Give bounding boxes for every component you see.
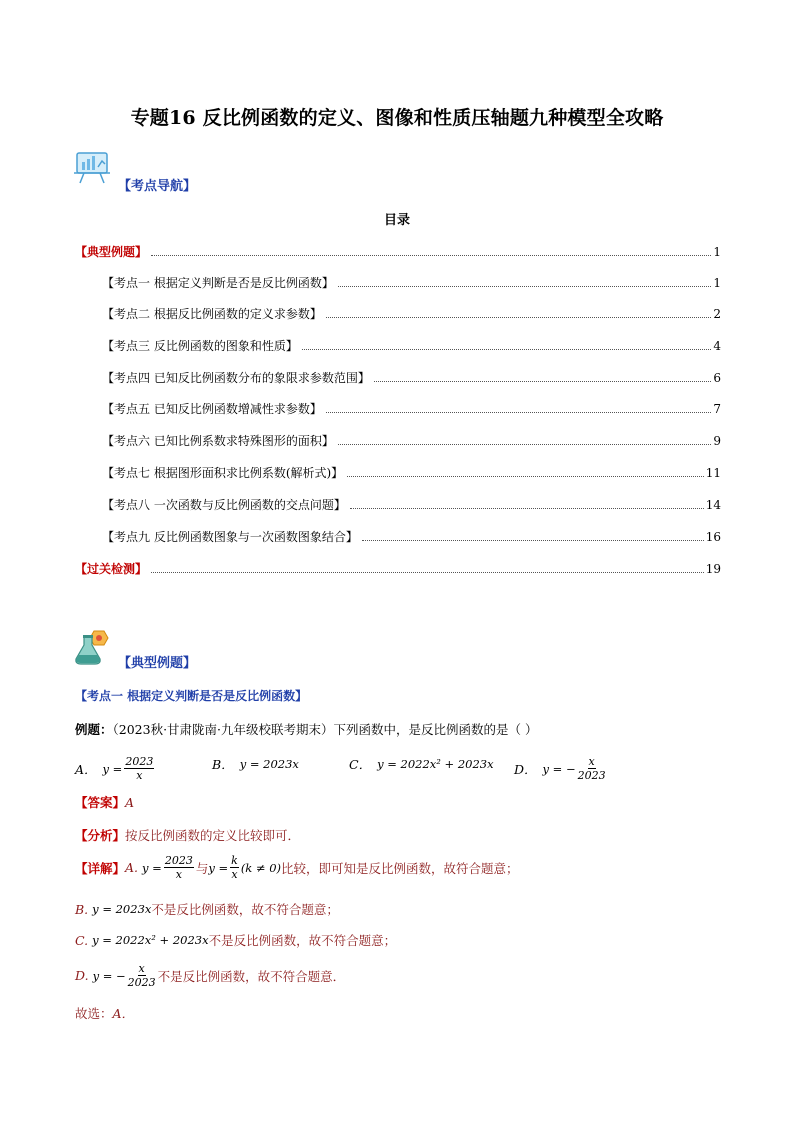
toc-row[interactable] xyxy=(75,243,721,261)
choose-text: 故选： xyxy=(75,1006,113,1021)
detail-d-lhs: y = − xyxy=(92,968,126,983)
detail-d-prefix: D. xyxy=(75,968,89,983)
option-d xyxy=(514,755,608,782)
toc-label: 【考点二 根据反比例函数的定义求参数】 xyxy=(102,307,322,321)
option-a-label: A． xyxy=(75,761,97,777)
option-a-lhs: y = xyxy=(102,761,123,776)
detail-c-rest: 不是反比例函数，故不符合题意； xyxy=(208,933,397,948)
flask-icon xyxy=(70,627,116,667)
detail-c-prefix: C. xyxy=(75,932,89,948)
detail-b-rest: 不是反比例函数，故不符合题意； xyxy=(151,902,339,917)
toc-label: 【考点九 反比例函数图象与一次函数图象结合】 xyxy=(102,530,358,544)
toc-page-number: 19 xyxy=(705,562,721,576)
toc-label: 【典型例题】 xyxy=(75,245,148,259)
presentation-board-icon xyxy=(74,147,114,187)
detail-line-b xyxy=(75,900,339,918)
toc-page-number: 6 xyxy=(713,371,721,385)
detail-a-rest: 比较，即可知是反比例函数，故符合题意； xyxy=(281,860,519,876)
toc-page-number: 14 xyxy=(705,498,721,512)
detail-d-denominator: 2023 xyxy=(127,976,156,989)
analysis-line xyxy=(75,826,300,844)
toc-leader-dots xyxy=(151,254,711,256)
toc-leader-dots xyxy=(302,348,712,350)
option-c xyxy=(349,755,494,773)
option-d-label: D． xyxy=(514,761,537,777)
detail-a-k-denominator: x xyxy=(231,868,238,881)
toc-row[interactable] xyxy=(102,496,721,514)
option-d-lhs: y = − xyxy=(542,761,576,776)
kaodian-title: 【考点一 根据定义判断是否是反比例函数】 xyxy=(75,689,308,703)
document-title: 专题16 反比例函数的定义、图像和性质压轴题九种模型全攻略 xyxy=(130,107,664,129)
detail-a-lhs: y = xyxy=(142,860,162,875)
toc-row[interactable] xyxy=(102,337,721,355)
toc-label: 【考点三 反比例函数的图象和性质】 xyxy=(102,339,298,353)
option-d-numerator: x xyxy=(588,755,595,768)
toc-leader-dots xyxy=(338,285,712,287)
option-b-label: B． xyxy=(212,757,234,772)
toc-label: 【考点五 已知反比例函数增减性求参数】 xyxy=(102,402,322,416)
toc-row[interactable] xyxy=(102,400,721,418)
option-a-numerator: 2023 xyxy=(125,755,154,768)
detail-a-prefix: A. xyxy=(125,860,139,875)
option-c-expr: y = 2022x² + 2023x xyxy=(377,757,494,771)
toc-leader-dots xyxy=(362,539,704,541)
detail-d-numerator: x xyxy=(138,962,145,975)
toc-leader-dots xyxy=(151,571,704,573)
toc-leader-dots xyxy=(350,507,704,509)
toc-page-number: 2 xyxy=(713,307,721,321)
choose-line xyxy=(75,1004,134,1022)
toc-page-number: 1 xyxy=(713,276,721,290)
analysis-text: 按反比例函数的定义比较即可． xyxy=(125,828,301,843)
detail-a-condition: (k ≠ 0) xyxy=(240,860,282,875)
answer-tag: 【答案】 xyxy=(75,795,126,810)
option-a xyxy=(75,755,156,782)
option-d-denominator: 2023 xyxy=(577,769,606,782)
section-heading: 【典型例题】 xyxy=(118,656,197,671)
nav-heading: 【考点导航】 xyxy=(118,179,197,194)
detail-tag: 【详解】 xyxy=(75,860,126,876)
question-text: （2023秋·甘肃陇南·九年级校联考期末）下列函数中，是反比例函数的是（ ） xyxy=(112,722,538,737)
toc-leader-dots xyxy=(326,411,712,413)
detail-a-k-numerator: k xyxy=(231,854,238,867)
toc-row[interactable] xyxy=(102,464,721,482)
answer-line xyxy=(75,793,134,811)
option-b xyxy=(212,755,299,773)
detail-b-prefix: B. xyxy=(75,901,89,917)
detail-line-c xyxy=(75,931,396,949)
choose-value: A． xyxy=(112,1006,135,1021)
toc-page-number: 11 xyxy=(705,466,721,480)
detail-line-a xyxy=(75,854,519,881)
question xyxy=(75,720,538,738)
toc-leader-dots xyxy=(338,443,712,445)
toc-leader-dots xyxy=(347,475,704,477)
detail-a-denominator: x xyxy=(175,868,182,881)
toc-row[interactable] xyxy=(102,305,721,323)
toc-page-number: 7 xyxy=(713,402,721,416)
toc-heading: 目录 xyxy=(383,213,410,228)
toc-label: 【过关检测】 xyxy=(75,562,148,576)
toc-row[interactable] xyxy=(102,528,721,546)
option-b-expr: y = 2023x xyxy=(239,757,299,771)
question-prefix: 例题： xyxy=(75,722,113,737)
toc-page-number: 4 xyxy=(713,339,721,353)
toc-label: 【考点一 根据定义判断是否是反比例函数】 xyxy=(102,276,334,290)
option-a-denominator: x xyxy=(136,769,143,782)
toc-leader-dots xyxy=(374,380,712,382)
detail-c-expr: y = 2022x² + 2023x xyxy=(92,933,209,947)
analysis-tag: 【分析】 xyxy=(75,828,126,843)
toc-row[interactable] xyxy=(102,369,721,387)
answer-value: A xyxy=(125,794,135,810)
option-c-label: C． xyxy=(349,757,372,772)
toc-row[interactable] xyxy=(102,274,721,292)
toc-page-number: 16 xyxy=(705,530,721,544)
detail-b-expr: y = 2023x xyxy=(92,902,152,916)
toc-label: 【考点七 根据图形面积求比例系数(解析式)】 xyxy=(102,466,344,480)
toc-label: 【考点八 一次函数与反比例函数的交点问题】 xyxy=(102,498,346,512)
toc-row[interactable] xyxy=(102,432,721,450)
detail-line-d xyxy=(75,962,345,989)
detail-a-numerator: 2023 xyxy=(164,854,193,867)
detail-a-y2: y = xyxy=(208,860,229,875)
toc-leader-dots xyxy=(326,316,712,318)
detail-d-rest: 不是反比例函数，故不符合题意． xyxy=(157,968,346,984)
toc-page-number: 1 xyxy=(713,245,721,259)
detail-a-mid: 与 xyxy=(195,860,209,876)
toc-row[interactable] xyxy=(75,560,721,578)
toc-page-number: 9 xyxy=(713,434,721,448)
toc-label: 【考点四 已知反比例函数分布的象限求参数范围】 xyxy=(102,371,370,385)
toc-label: 【考点六 已知比例系数求特殊图形的面积】 xyxy=(102,434,334,448)
